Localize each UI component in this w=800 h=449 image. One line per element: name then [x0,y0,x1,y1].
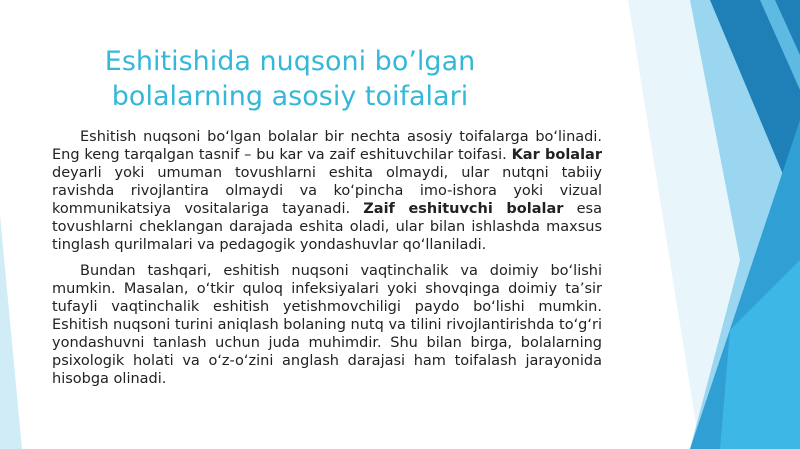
slide-title-line-1: Eshitishida nuqsoni bo’lgan [104,46,476,77]
term-deaf-children: Kar bolalar [511,147,602,163]
paragraph-1-text-a: Eshitish nuqsoni bo‘lgan bolalar bir nechta asosiy toifalarga bo‘linadi. Eng keng tarqalgan tasnif – bu kar va zaif eshituvchilar toifasi. [52,129,602,163]
paragraph-2: Bundan tashqari, eshitish nuqsoni vaqtinchalik va doimiy bo‘lishi mumkin. Masalan, o‘tkir quloq infeksiyalari yoki shovqinga doimiy ta’sir tufayli vaqtinchalik eshitish yetishmovchiligi paydo bo‘lishi mumkin. Eshitish nuqsoni turini aniqlash bolaning nutq va tilini rivojlantirishda to‘g‘ri yondashuvni tanlash uchun juda muhimdir. Shu bilan birga, bolalarning psixologik holati va o‘z-o‘zini anglash darajasi ham toifalash jarayonida hisobga olinadi. [52,263,602,387]
slide-body [52,128,602,396]
left-diagonal-shape [0,215,22,449]
slide-title-line-2: bolalarning asosiy toifalari [111,81,469,112]
paragraph-1-text-c: esa tovushlarni cheklangan darajada eshita oladi, ular bilan ishlashda maxsus tinglash qurilmalari va pedagogik yondashuvlar qo‘llaniladi. [52,201,602,253]
term-hard-of-hearing-children: Zaif eshituvchi bolalar [363,201,564,217]
paragraph-1-text-b: deyarli yoki umuman tovushlarni eshita olmaydi, ular nutqni tabiiy ravishda rivojlantira olmaydi va ko‘pincha imo-ishora yoki vizual kommunikatsiya vositalariga tayanadi. [52,165,602,217]
paragraph-1 [52,128,602,254]
slide-title [60,44,520,114]
